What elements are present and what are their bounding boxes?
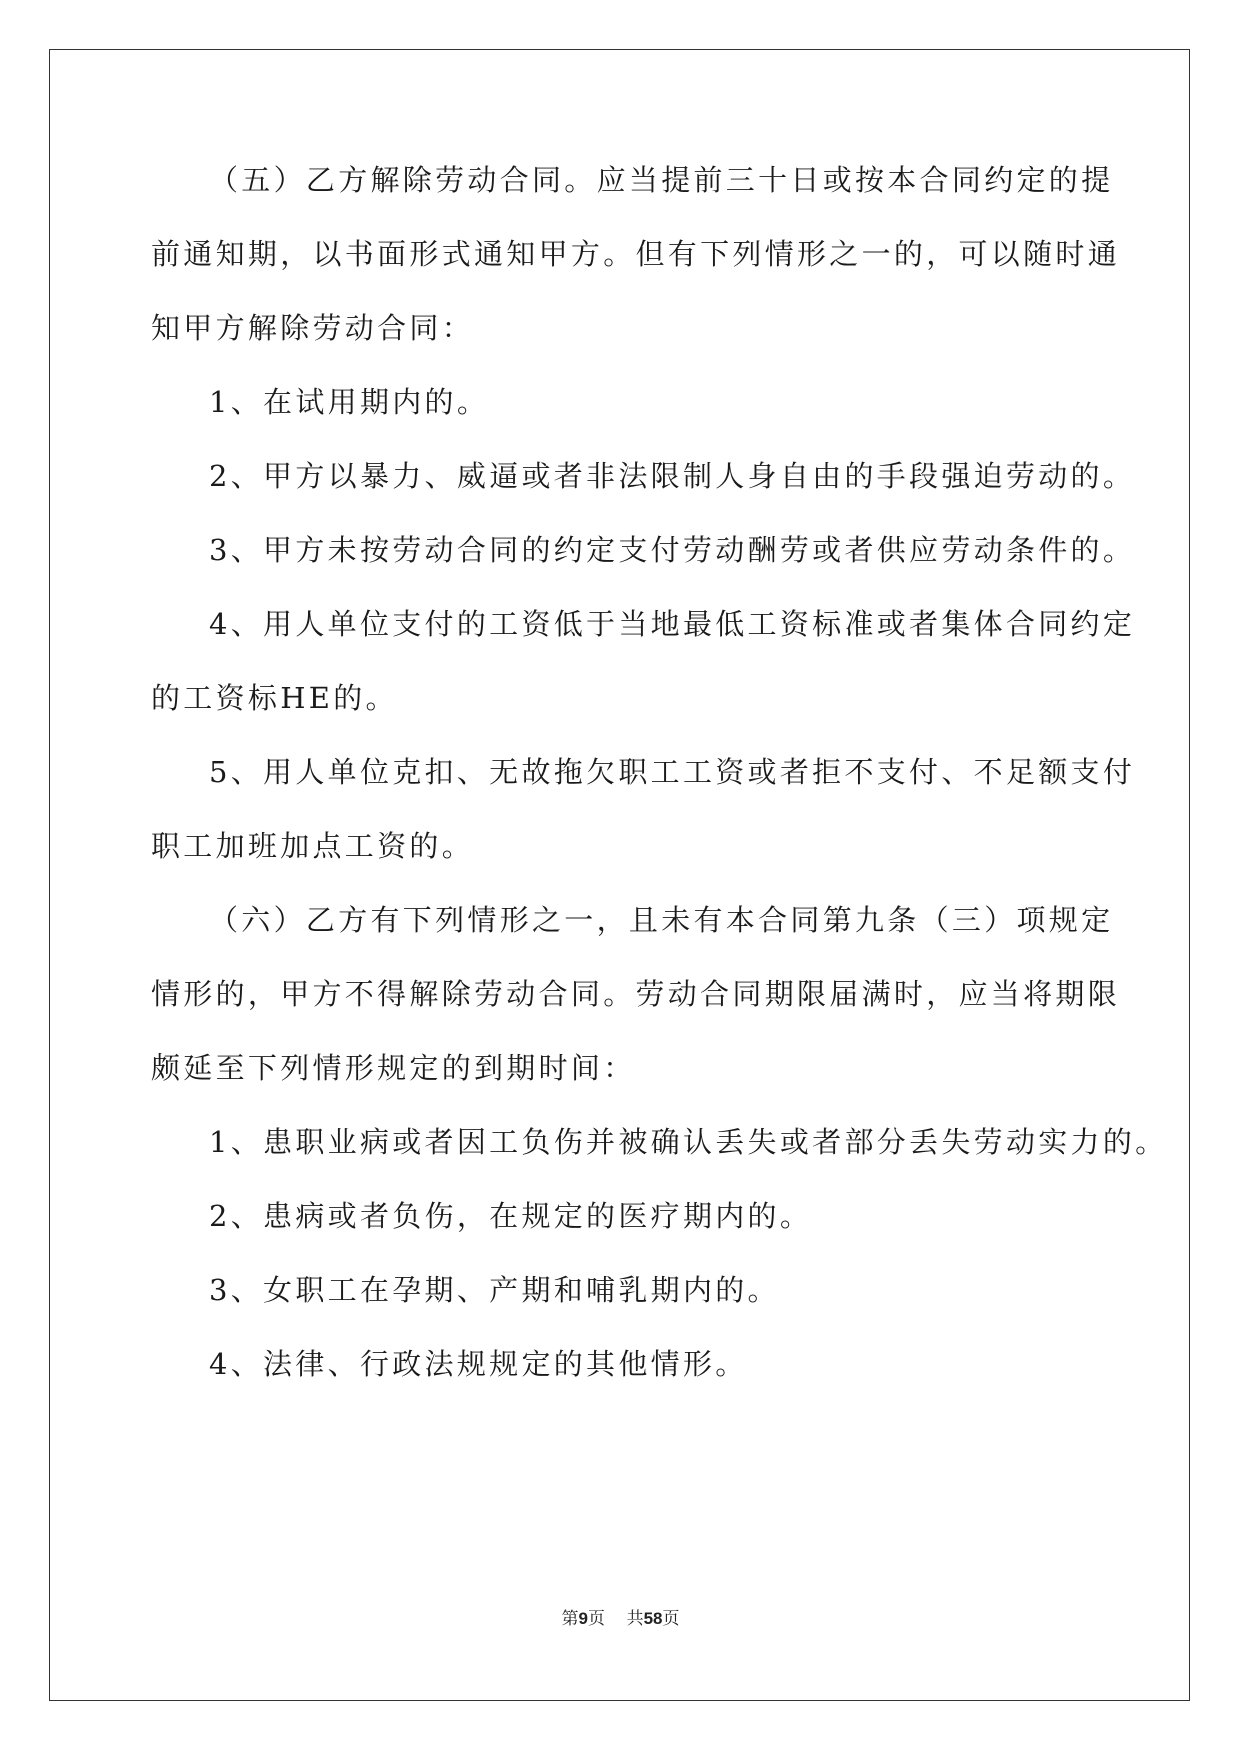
total-pages: 58 (643, 1609, 663, 1628)
list-item-5-5-line-2: 职工加班加点工资的。 (151, 829, 475, 863)
list-item-6-3: 3、女职工在孕期、产期和哺乳期内的。 (209, 1273, 780, 1307)
list-item-5-4-line-1: 4、用人单位支付的工资低于当地最低工资标准或者集体合同约定 (209, 607, 1136, 641)
list-item-5-3: 3、甲方未按劳动合同的约定支付劳动酬劳或者供应劳动条件的。 (209, 533, 1136, 567)
page-number: 9 (578, 1609, 588, 1628)
page-footer (0, 1607, 1241, 1631)
list-item-5-1: 1、在试用期内的。 (209, 385, 490, 419)
page-suffix: 页 (587, 1609, 605, 1629)
page-border (49, 49, 1190, 1701)
list-item-5-4-line-2: 的工资标HE的。 (151, 681, 398, 715)
total-suffix: 页 (662, 1609, 680, 1629)
paragraph-6-line-1: （六）乙方有下列情形之一，且未有本合同第九条（三）项规定 (209, 903, 1114, 937)
paragraph-5-line-3: 知甲方解除劳动合同： (151, 311, 475, 345)
list-item-5-5-line-1: 5、用人单位克扣、无故拖欠职工工资或者拒不支付、不足额支付 (209, 755, 1136, 789)
page-prefix: 第 (561, 1609, 579, 1629)
list-item-5-2: 2、甲方以暴力、威逼或者非法限制人身自由的手段强迫劳动的。 (209, 459, 1136, 493)
list-item-6-4: 4、法律、行政法规规定的其他情形。 (209, 1347, 748, 1381)
paragraph-5-line-1: （五）乙方解除劳动合同。应当提前三十日或按本合同约定的提 (209, 163, 1114, 197)
total-prefix: 共 (626, 1609, 644, 1629)
paragraph-6-line-3: 颇延至下列情形规定的到期时间： (151, 1051, 636, 1085)
list-item-6-2: 2、患病或者负伤，在规定的医疗期内的。 (209, 1199, 813, 1233)
list-item-6-1: 1、患职业病或者因工负伤并被确认丢失或者部分丢失劳动实力的。 (209, 1125, 1168, 1159)
paragraph-5-line-2: 前通知期，以书面形式通知甲方。但有下列情形之一的，可以随时通 (151, 237, 1121, 271)
paragraph-6-line-2: 情形的，甲方不得解除劳动合同。劳动合同期限届满时，应当将期限 (151, 977, 1121, 1011)
